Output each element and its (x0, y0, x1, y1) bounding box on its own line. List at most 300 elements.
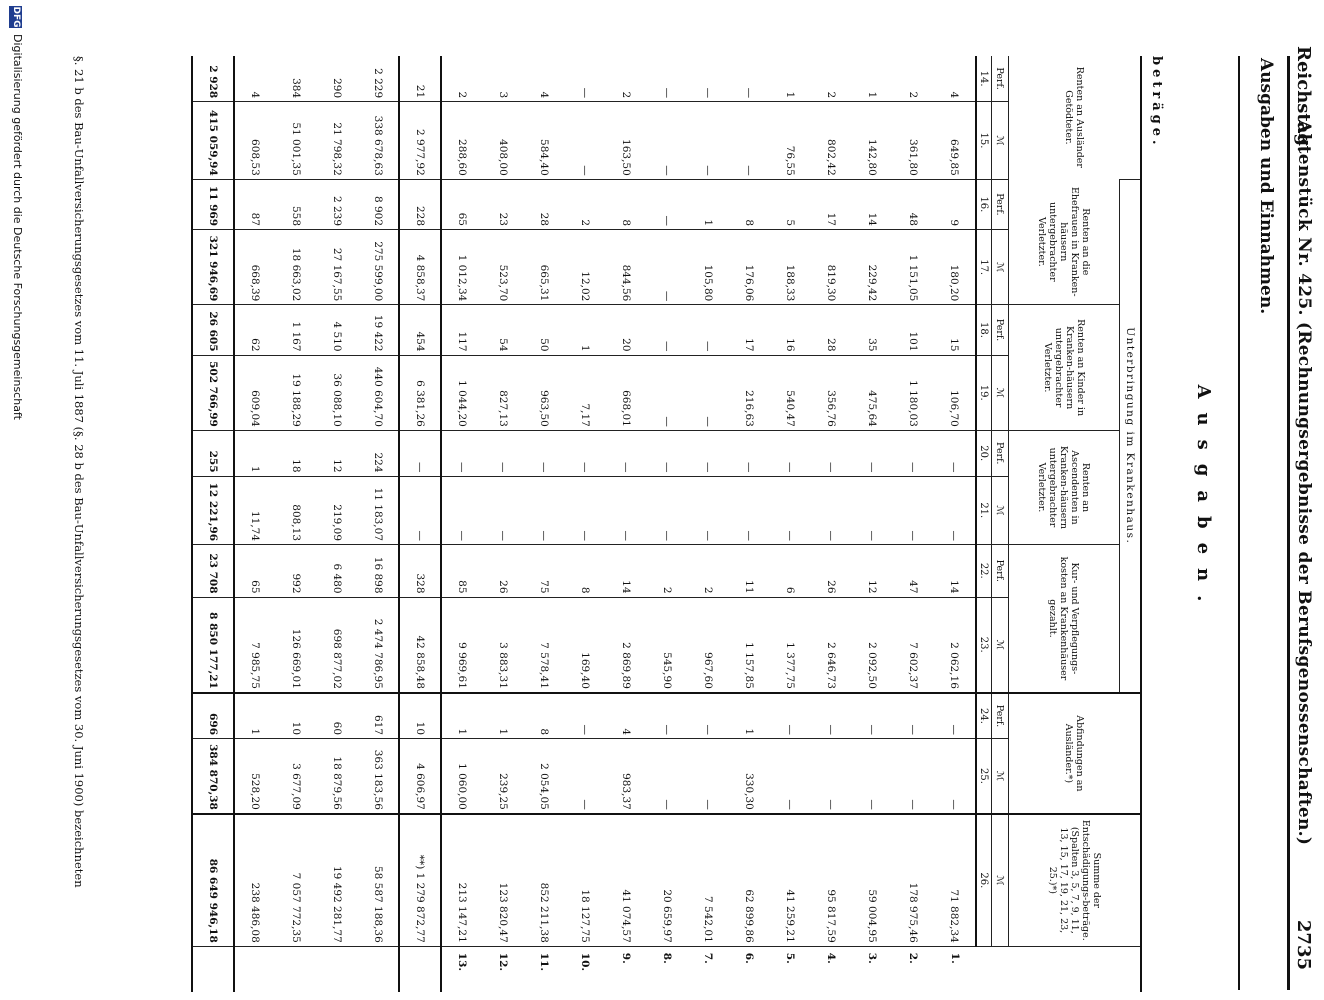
header-col14-15: Renten an Ausländer Getödteter. (1009, 56, 1142, 179)
cell-c25: 363 183,56 (358, 739, 399, 814)
unit-m: ℳ (992, 597, 1009, 693)
cell-c24: — (565, 693, 606, 739)
cell-c21: — (729, 476, 770, 544)
row-number: 5. (770, 946, 811, 992)
cell-c17: 1 151,05 (893, 230, 934, 305)
cell-c18: 101 (893, 305, 934, 355)
table-body (192, 56, 976, 992)
cell-c23: 2 646,73 (811, 597, 852, 693)
total-row (192, 56, 234, 992)
cell-c21: — (441, 476, 483, 544)
cell-c19: 609,04 (234, 355, 276, 430)
cell-c24: — (688, 693, 729, 739)
cell-c25: — (565, 739, 606, 814)
cell-c17: 844,56 (606, 230, 647, 305)
cell-c17: 4 858,37 (399, 230, 441, 305)
cell-c21: — (565, 476, 606, 544)
cell-c14: 2 (456, 91, 469, 99)
table-row (688, 56, 729, 992)
cell-c22: 14 (934, 545, 976, 598)
col-number: 22. (976, 545, 992, 598)
cell-c16: 558 (276, 179, 317, 229)
cell-c16: 9 (934, 179, 976, 229)
cell-c25: 18 879,56 (317, 739, 358, 814)
row-number: 7. (688, 946, 729, 992)
cell-c19: 106,70 (934, 355, 976, 430)
row-number: 6. (729, 946, 770, 992)
cell-c19: 36 088,10 (317, 355, 358, 430)
cell-c18: — (647, 305, 688, 355)
cell-c22: 75 (524, 545, 565, 598)
cell-c19: — (688, 355, 729, 430)
cell-c22: 11 (729, 545, 770, 598)
col-number: 24. (976, 693, 992, 739)
cell-c25: 528,20 (234, 739, 276, 814)
header-col20-21: Renten an Ascendenten in Kranken-häusern untergebrachter Verletzter. (1009, 430, 1120, 544)
cell-c16: 23 (483, 179, 524, 229)
table-row (852, 56, 893, 992)
cell-c21: — (688, 476, 729, 544)
cell-c24: 60 (317, 693, 358, 739)
cell-c23: 42 858,48 (399, 597, 441, 693)
cell-c17: 176,06 (729, 230, 770, 305)
cell-c17: 275 599,00 (358, 230, 399, 305)
cell-c21: — (399, 476, 441, 544)
cell-c16: 48 (893, 179, 934, 229)
cell-c15: 2 977,92 (399, 102, 441, 180)
unit-pers: Perf. (992, 693, 1009, 739)
header-title: Aktenstück Nr. 425. (Rechnungsergebnisse der Berufsgenossenschaften.) (1294, 120, 1314, 846)
cell-c18: 26 605 (192, 305, 234, 355)
cell-c25: 983,37 (606, 739, 647, 814)
cell-c24: — (893, 693, 934, 739)
table-row (524, 56, 565, 992)
unit-m: ℳ (992, 102, 1009, 180)
page-subtitle: Ausgaben und Einnahmen. (1256, 58, 1276, 315)
running-header (1286, 0, 1316, 1000)
cell-c20: — (483, 430, 524, 476)
table-row (441, 56, 483, 992)
col-number: 25. (976, 739, 992, 814)
cell-c19: 216,63 (729, 355, 770, 430)
cell-c26: 59 004,95 (852, 814, 893, 946)
cell-c23: 7 602,37 (893, 597, 934, 693)
cell-c17: 229,42 (852, 230, 893, 305)
cell-c23: 3 883,31 (483, 597, 524, 693)
cell-c15: — (729, 102, 770, 180)
unit-m: ℳ (992, 814, 1009, 946)
cell-c23: 2 092,50 (852, 597, 893, 693)
cell-c14: 2 928 (192, 56, 234, 102)
cell-c17: 27 167,55 (317, 230, 358, 305)
col-number: 17. (976, 230, 992, 305)
table-row (565, 56, 606, 992)
cell-c25: 384 870,38 (192, 739, 234, 814)
cell-c17: — (647, 230, 688, 305)
table-row (647, 56, 688, 992)
cell-c24: 617 (358, 693, 399, 739)
cell-c23: 2 869,89 (606, 597, 647, 693)
digitization-credit (9, 0, 24, 1000)
cell-c14: — (579, 87, 592, 99)
cell-c20: — (524, 430, 565, 476)
cell-c26: 41 259,21 (770, 814, 811, 946)
cell-c20: — (893, 430, 934, 476)
cell-c23: 698 877,02 (317, 597, 358, 693)
footnote: §. 21 b des Bau-Unfallversicherungsgesetzes vom 11. Juli 1887 (§. 28 b des Bau-Unfallversicherungsgesetzes vom 30. Juni 1900) bezeichneten (72, 56, 86, 888)
cell-c17: 321 946,69 (192, 230, 234, 305)
expense-table (134, 56, 1142, 992)
table-row (234, 56, 276, 992)
cell-c19: 963,50 (524, 355, 565, 430)
row-number: 8. (647, 946, 688, 992)
cell-c15: 649,85 (934, 102, 976, 180)
cell-c16: 28 (524, 179, 565, 229)
cell-c19: — (647, 355, 688, 430)
cell-c22: 2 (647, 545, 688, 598)
cell-c24: — (770, 693, 811, 739)
cell-c26: 95 817,59 (811, 814, 852, 946)
cell-c26: 58 587 188,36 (358, 814, 399, 946)
cell-c16: 2 239 (317, 179, 358, 229)
header-col24-25: Abfindungen an Ausländer.*) (1009, 693, 1142, 814)
sum-row (358, 56, 399, 992)
cell-c15: 142,80 (852, 102, 893, 180)
cell-c19: 6 381,26 (399, 355, 441, 430)
header-col22-23: Kur- und Verpflegungs-kosten an Krankenhäuser gezahlt. (1009, 545, 1120, 693)
header-group-krankenhaus: Unterbringung im Krankenhaus. (1120, 179, 1142, 693)
cell-c26: 7 057 772,35 (276, 814, 317, 946)
unit-pers: Perf. (992, 179, 1009, 229)
cell-c16: 5 (770, 179, 811, 229)
unit-pers: Perf. (992, 56, 1009, 102)
cell-c20: 12 (317, 430, 358, 476)
cell-c22: 328 (399, 545, 441, 598)
table-row (317, 56, 358, 992)
cell-c16: 8 (606, 179, 647, 229)
cell-c18: 1 167 (276, 305, 317, 355)
cell-c18: 62 (234, 305, 276, 355)
row-number (317, 946, 358, 992)
cell-c24: 10 (276, 693, 317, 739)
cell-c17: 18 663,02 (276, 230, 317, 305)
cell-c25: — (647, 739, 688, 814)
table-row (770, 56, 811, 992)
cell-c20: 224 (358, 430, 399, 476)
row-number (276, 946, 317, 992)
cell-c26: 18 127,75 (565, 814, 606, 946)
col-number: 21. (976, 476, 992, 544)
cell-c21: 11,74 (234, 476, 276, 544)
unit-m: ℳ (992, 476, 1009, 544)
cell-c16: 2 (565, 179, 606, 229)
cell-c14: — (702, 87, 715, 99)
cell-c24: — (811, 693, 852, 739)
cell-c20: — (770, 430, 811, 476)
row-number (234, 946, 276, 992)
cell-c18: 28 (811, 305, 852, 355)
cell-c14: 1 (866, 91, 879, 99)
cell-c14: 4 (538, 91, 551, 99)
cell-c16: — (647, 179, 688, 229)
cell-c24: — (647, 693, 688, 739)
cell-c23: 126 669,01 (276, 597, 317, 693)
subtitle-rule (1238, 56, 1240, 990)
cell-c17: 105,80 (688, 230, 729, 305)
cell-c23: 8 850 177,21 (192, 597, 234, 693)
cell-c16: 14 (852, 179, 893, 229)
cell-c20: — (606, 430, 647, 476)
unit-m: ℳ (992, 230, 1009, 305)
cell-c18: 15 (934, 305, 976, 355)
cell-c25: — (852, 739, 893, 814)
cell-c17: 523,70 (483, 230, 524, 305)
cell-c15: 361,80 (893, 102, 934, 180)
col-number: 15. (976, 102, 992, 180)
col-number: 23. (976, 597, 992, 693)
cell-c25: — (770, 739, 811, 814)
cell-c15: 76,55 (770, 102, 811, 180)
cell-c22: 992 (276, 545, 317, 598)
cell-c19: 475,64 (852, 355, 893, 430)
row-number: 12. (483, 946, 524, 992)
cell-c21: — (893, 476, 934, 544)
cell-c18: 1 (565, 305, 606, 355)
cell-c23: 1 157,85 (729, 597, 770, 693)
col-number: 20. (976, 430, 992, 476)
cell-c23: 1 377,75 (770, 597, 811, 693)
table-row (276, 56, 317, 992)
cell-c22: 8 (565, 545, 606, 598)
cell-c21: 11 183,07 (358, 476, 399, 544)
cell-c22: 6 480 (317, 545, 358, 598)
cell-c22: 16 898 (358, 545, 399, 598)
row-number (358, 946, 399, 992)
cell-c18: 454 (399, 305, 441, 355)
cell-c25: — (688, 739, 729, 814)
cell-c15: 21 798,32 (317, 102, 358, 180)
cell-c19: 827,13 (483, 355, 524, 430)
table-row (934, 56, 976, 992)
cell-c26: 123 820,47 (483, 814, 524, 946)
cell-c14: 2 (825, 91, 838, 99)
page-number: 2735 (1293, 919, 1314, 970)
cell-c14: 1 (784, 91, 797, 99)
cell-c23: 7 985,75 (234, 597, 276, 693)
cell-c26: 20 659,97 (647, 814, 688, 946)
row-number: 13. (441, 946, 483, 992)
cell-c15: 338 678,63 (358, 102, 399, 180)
col-number: 26. (976, 814, 992, 946)
cell-c23: 545,90 (647, 597, 688, 693)
sum-row (399, 56, 441, 992)
cell-c24: 696 (192, 693, 234, 739)
cell-c17: 12,02 (565, 230, 606, 305)
cell-c14: — (661, 87, 674, 99)
cell-c23: 9 969,61 (441, 597, 483, 693)
cell-c19: 502 766,99 (192, 355, 234, 430)
section-title: Ausgaben. (1193, 384, 1214, 616)
row-number: 10. (565, 946, 606, 992)
cell-c18: — (688, 305, 729, 355)
cell-c26: 62 899,86 (729, 814, 770, 946)
cell-c24: 1 (729, 693, 770, 739)
table-row (729, 56, 770, 992)
cell-c22: 85 (441, 545, 483, 598)
cell-c22: 12 (852, 545, 893, 598)
cell-c21: — (524, 476, 565, 544)
cell-c17: 188,33 (770, 230, 811, 305)
header-col26: Summe der Entschädigungs-beträge. (Spalten 3, 5, 7, 9, 11, 13, 15, 17, 19, 21, 23, 25.)*) (1009, 814, 1142, 946)
cell-c20: — (441, 430, 483, 476)
unit-pers: Perf. (992, 305, 1009, 355)
cell-c19: 1 044,20 (441, 355, 483, 430)
cell-c21: — (647, 476, 688, 544)
table-row (483, 56, 524, 992)
cell-c20: — (729, 430, 770, 476)
cell-c24: — (852, 693, 893, 739)
cell-c26: 71 882,34 (934, 814, 976, 946)
cell-c22: 65 (234, 545, 276, 598)
cell-c14: 2 229 (358, 56, 399, 102)
cell-c25: — (934, 739, 976, 814)
cell-c26: 178 975,46 (893, 814, 934, 946)
cell-c23: 2 474 786,95 (358, 597, 399, 693)
cell-c23: 7 578,41 (524, 597, 565, 693)
cell-c25: 2 054,05 (524, 739, 565, 814)
cell-c23: 2 062,16 (934, 597, 976, 693)
row-number: 2. (893, 946, 934, 992)
cell-c14: 4 (948, 91, 961, 99)
cell-c20: — (565, 430, 606, 476)
cell-c21: 12 221,96 (192, 476, 234, 544)
cell-c15: 51 001,35 (276, 102, 317, 180)
cell-c25: 1 060,00 (441, 739, 483, 814)
credit-text: Digitalisierung gefördert durch die Deutsche Forschungsgemeinschaft (11, 34, 24, 420)
dfg-logo: DFG (11, 6, 21, 28)
cell-c21: — (852, 476, 893, 544)
cell-c18: 20 (606, 305, 647, 355)
cell-c24: 1 (483, 693, 524, 739)
cell-c19: 19 188,29 (276, 355, 317, 430)
cell-c19: 540,47 (770, 355, 811, 430)
row-number: 9. (606, 946, 647, 992)
header-left: Reichstag. (1293, 46, 1314, 153)
cell-c26: 213 147,21 (441, 814, 483, 946)
cell-c19: 440 604,70 (358, 355, 399, 430)
header-col18-19: Renten an Kinder in Kranken-häusern untergebrachter Verletzter. (1009, 305, 1120, 431)
cell-c20: 255 (192, 430, 234, 476)
cell-c20: — (688, 430, 729, 476)
cell-c18: 117 (441, 305, 483, 355)
cell-c20: 18 (276, 430, 317, 476)
cell-c24: — (934, 693, 976, 739)
cell-c25: 239,25 (483, 739, 524, 814)
cell-c15: 608,53 (234, 102, 276, 180)
cell-c22: 26 (483, 545, 524, 598)
cell-c15: — (565, 102, 606, 180)
cell-c14: 2 (907, 91, 920, 99)
col-number: 18. (976, 305, 992, 355)
cell-c19: 668,01 (606, 355, 647, 430)
cell-c23: 169,40 (565, 597, 606, 693)
cell-c15: 288,60 (441, 102, 483, 180)
table-row (606, 56, 647, 992)
cell-c15: 415 059,94 (192, 102, 234, 180)
row-number: 3. (852, 946, 893, 992)
cell-c19: 356,76 (811, 355, 852, 430)
cell-c14: — (743, 87, 756, 99)
col-number: 14. (976, 56, 992, 102)
cell-c26: 238 486,08 (234, 814, 276, 946)
cell-c26: **) 1 279 872,77 (399, 814, 441, 946)
cell-c15: 408,00 (483, 102, 524, 180)
cell-c18: 17 (729, 305, 770, 355)
cell-c14: 2 (620, 91, 633, 99)
cell-c25: 330,30 (729, 739, 770, 814)
cell-c20: — (934, 430, 976, 476)
cell-c16: 17 (811, 179, 852, 229)
cell-c14: 384 (290, 78, 303, 99)
row-number (399, 946, 441, 992)
cell-c26: 19 492 281,77 (317, 814, 358, 946)
cell-c17: 665,31 (524, 230, 565, 305)
cell-c20: — (811, 430, 852, 476)
unit-m: ℳ (992, 355, 1009, 430)
cell-c21: — (483, 476, 524, 544)
cell-c18: 35 (852, 305, 893, 355)
cell-c25: 4 606,97 (399, 739, 441, 814)
cell-c18: 54 (483, 305, 524, 355)
cell-c22: 47 (893, 545, 934, 598)
cell-c20: 1 (234, 430, 276, 476)
cell-c21: 219,09 (317, 476, 358, 544)
cell-c26: 41 074,57 (606, 814, 647, 946)
cell-c15: 802,42 (811, 102, 852, 180)
unit-m: ℳ (992, 739, 1009, 814)
cell-c25: — (893, 739, 934, 814)
cell-c24: 1 (441, 693, 483, 739)
row-number: 1. (934, 946, 976, 992)
cell-c17: 819,30 (811, 230, 852, 305)
cell-c16: 11 969 (192, 179, 234, 229)
col-number: 16. (976, 179, 992, 229)
betraege-label: beträge. (1149, 56, 1164, 149)
cell-c21: — (934, 476, 976, 544)
cell-c16: 8 (729, 179, 770, 229)
table-row (811, 56, 852, 992)
cell-c19: 1 180,03 (893, 355, 934, 430)
unit-pers: Perf. (992, 430, 1009, 476)
cell-c18: 16 (770, 305, 811, 355)
cell-c25: — (811, 739, 852, 814)
cell-c22: 6 (770, 545, 811, 598)
header-rowno (976, 946, 1141, 992)
cell-c21: — (770, 476, 811, 544)
row-number (192, 946, 234, 992)
cell-c24: 1 (234, 693, 276, 739)
cell-c19: 7,17 (565, 355, 606, 430)
cell-c21: — (811, 476, 852, 544)
cell-c15: 584,40 (524, 102, 565, 180)
cell-c14: 290 (331, 78, 344, 99)
cell-c20: — (399, 430, 441, 476)
cell-c24: 4 (606, 693, 647, 739)
cell-c21: 808,13 (276, 476, 317, 544)
cell-c16: 87 (234, 179, 276, 229)
cell-c18: 4 510 (317, 305, 358, 355)
cell-c22: 23 708 (192, 545, 234, 598)
